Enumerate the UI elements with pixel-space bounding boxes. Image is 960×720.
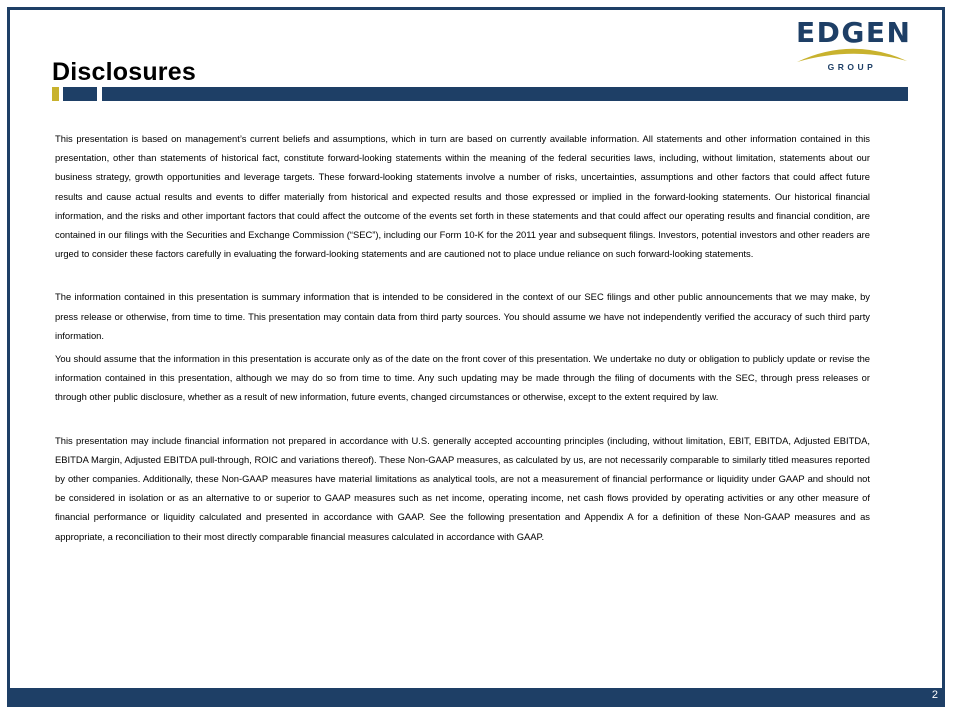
logo-subtitle: GROUP [827, 62, 877, 72]
footer-bar [10, 688, 942, 704]
disclosure-paragraph-forward-looking: This presentation is based on management’s current beliefs and assumptions, which in turn are based on currently available information. All statements and other information contained in this presentation, other than statements of historical fact, constitute forward-looking statements within the meaning of the federal securities laws, including, without limitation, statements about our business strategy, growth opportunities and leverage targets. These forward-looking statements involve a number of risks, uncertainties, assumptions and other factors that could affect future results and cause actual results and events to differ materially from historical and expected results and those expressed or implied in the forward-looking statements. Our historical financial information, and the risks and other important factors that could affect the outcome of the events set forth in these statements and that could affect our operating results and financial condition, are contained in our filings with the Securities and Exchange Commission (“SEC”), including our Form 10-K for the 2011 year and subsequent filings. Investors, potential investors and other readers are urged to consider these factors carefully in evaluating the forward-looking statements and are cautioned not to place undue reliance on such forward-looking statements. [55, 133, 870, 260]
disclosure-paragraph-non-gaap: This presentation may include financial information not prepared in accordance with U.S. generally accepted accounting principles (including, without limitation, EBIT, EBITDA, Adjusted EBITDA, EBITDA Margin, Adjusted EBITDA pull-through, ROIC and variations thereof). These Non-GAAP measures, as calculated by us, are not necessarily comparable to similarly titled measures reported by other companies. Additionally, these Non-GAAP measures have material limitations as analytical tools, are not a measurement of financial performance or liquidity under GAAP and should not be considered in isolation or as an alternative to or superior to GAAP measures such as net income, operating income, net cash flows provided by operating activities or any other measure of financial performance or liquidity calculated and presented in accordance with GAAP. See the following presentation and Appendix A for a definition of these Non-GAAP measures and as appropriate, a reconciliation to their most directly comparable financial measures calculated in accordance with GAAP. [55, 434, 870, 542]
title-accent-short [63, 87, 97, 101]
logo-wordmark: EDGEN [796, 16, 912, 49]
disclosure-paragraph-accuracy: You should assume that the information in this presentation is accurate only as of the date on the front cover of this presentation. We undertake no duty or obligation to publicly update or revise the information contained in this presentation, although we may do so from time to time. Any such updating may be made through the filing of documents with the SEC, through press releases or through other public disclosure, whether as a result of new information, future events, changed circumstances or otherwise, except to the extent required by law. [55, 353, 870, 403]
title-accent-bar [102, 87, 908, 101]
page-number: 2 [931, 689, 938, 701]
slide-title: Disclosures [52, 58, 196, 86]
logo-arc-icon [794, 44, 910, 64]
disclosure-body [55, 129, 870, 546]
edgen-group-logo [794, 16, 910, 76]
disclosure-paragraph-summary-info: The information contained in this presentation is summary information that is intended to be considered in the context of our SEC filings and other public announcements that we may make, by press release or otherwise, from time to time. This presentation may contain data from third party sources. You should assume we have not independently verified the accuracy of such third party information. [55, 291, 870, 341]
title-accent-gold [52, 87, 59, 101]
